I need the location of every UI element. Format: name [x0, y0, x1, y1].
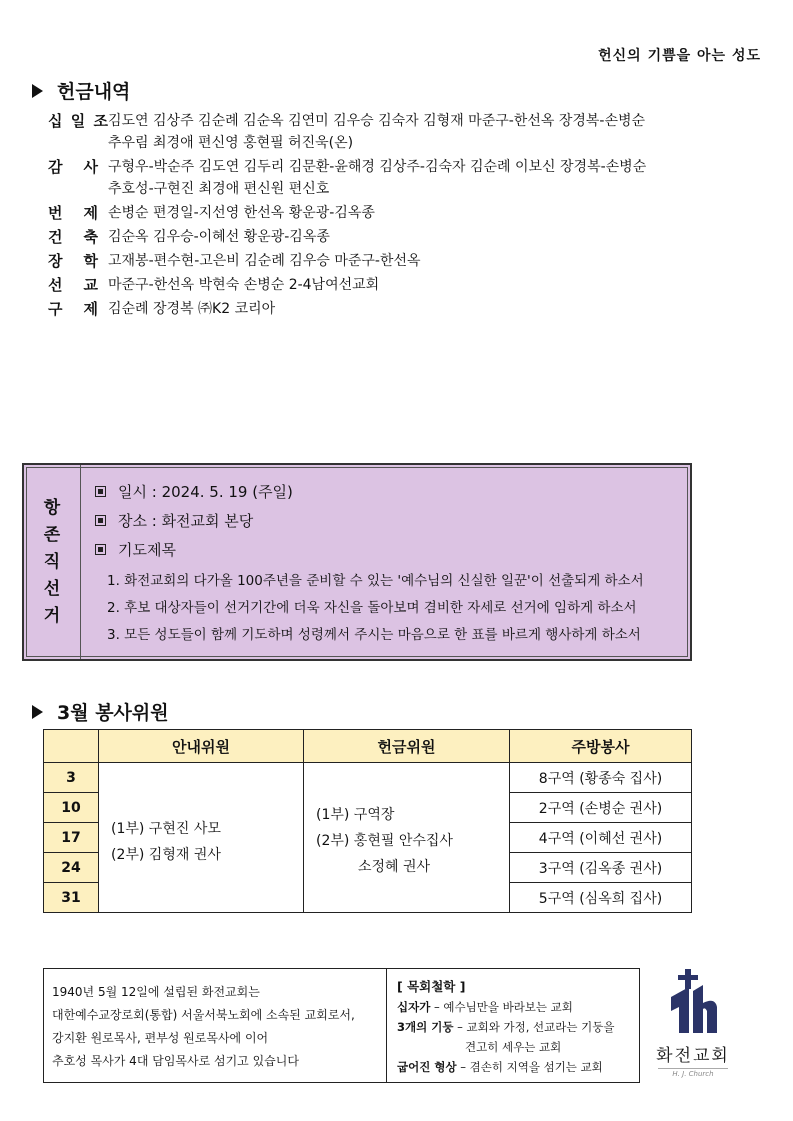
offering-row [48, 110, 708, 154]
side-char: 존 [43, 524, 61, 545]
church-cross-logo-icon [663, 967, 723, 1035]
kitchen-cell: 4구역 (이혜선 권사) [510, 823, 692, 853]
church-logo [648, 967, 738, 1082]
triangle-bullet-icon [32, 705, 43, 719]
square-bullet-icon [95, 544, 106, 555]
offering-label: 선 교 [48, 276, 98, 294]
triangle-bullet-icon [32, 84, 43, 98]
offering-section-title [32, 77, 130, 104]
history-line: 추호성 목사가 4대 담임목사로 섬기고 있습니다 [52, 1054, 299, 1068]
day-cell: 24 [44, 853, 99, 883]
prayer-item: 3. 모든 성도들이 함께 기도하며 성령께서 주시는 마음으로 한 표를 바르게 행사하게 하소서 [107, 627, 641, 643]
kitchen-cell: 5구역 (심옥희 집사) [510, 883, 692, 913]
offering-label: 건 축 [48, 228, 98, 246]
offering-names: 김순례 장경복 ㈜K2 코리아 [108, 301, 276, 317]
kitchen-cell: 3구역 (김옥종 권사) [510, 853, 692, 883]
offering-names: 김순옥 김우승-이혜선 황운광-김옥종 [108, 229, 330, 245]
history-line: 대한예수교장로회(통합) 서울서북노회에 소속된 교회로서, [52, 1008, 355, 1022]
offering-row [48, 298, 708, 320]
offering-names: 김도연 김상주 김순례 김순옥 김연미 김우승 김숙자 김형재 마준구-한선옥 장경복-손병순 추우림 최경애 편신영 홍현필 허진욱(온) [108, 113, 646, 151]
philosophy-item: 십자가 – 예수님만을 바라보는 교회 [397, 1000, 573, 1014]
prayer-item: 1. 화전교회의 다가올 100주년을 준비할 수 있는 '예수님의 신실한 일꾼'이 선출되게 하소서 [107, 573, 644, 589]
offering-names: 구형우-박순주 김도연 김두리 김문환-윤해경 김상주-김숙자 김순례 이보신 장경복-손병순 추호성-구현진 최경애 편신원 편신호 [108, 159, 647, 197]
header-kitchen: 주방봉사 [510, 730, 692, 763]
side-char: 직 [43, 551, 61, 572]
offering-label: 구 제 [48, 300, 98, 318]
church-philosophy [387, 969, 639, 1082]
offering-row [48, 250, 708, 272]
philosophy-item: 3개의 기둥 – 교회와 가정, 선교라는 기둥을 [397, 1020, 615, 1034]
offering-label: 장 학 [48, 252, 98, 270]
day-cell: 10 [44, 793, 99, 823]
kitchen-cell: 2구역 (손병순 권사) [510, 793, 692, 823]
election-place: 장소 : 화전교회 본당 [95, 510, 690, 531]
philosophy-title: [ 목회철학 ] [397, 979, 466, 994]
service-title: 3월 봉사위원 [57, 702, 169, 724]
offering-committee-cell: (1부) 구역장 (2부) 홍현필 안수집사 소정혜 권사 [304, 763, 510, 913]
offering-row [48, 226, 708, 248]
election-box [22, 463, 692, 661]
square-bullet-icon [95, 515, 106, 526]
kitchen-cell: 8구역 (황종숙 집사) [510, 763, 692, 793]
prayer-item: 2. 후보 대상자들이 선거기간에 더욱 자신을 돌아보며 겸비한 자세로 선거에 임하게 하소서 [107, 600, 637, 616]
offering-row [48, 156, 708, 200]
day-cell: 31 [44, 883, 99, 913]
offering-names: 마준구-한선옥 박현숙 손병순 2-4남여선교회 [108, 277, 380, 293]
logo-name: 화전교회 [656, 1046, 730, 1066]
offering-label: 번 제 [48, 204, 98, 222]
side-char: 거 [43, 605, 61, 626]
logo-sub: H. J. Church [658, 1068, 728, 1078]
election-side-label [24, 465, 81, 659]
prayer-list [95, 568, 690, 649]
day-cell: 3 [44, 763, 99, 793]
offering-names: 고재봉-편수현-고은비 김순례 김우승 마준구-한선옥 [108, 253, 421, 269]
offering-label: 십 일 조 [48, 112, 108, 130]
offering-names: 손병순 편경일-지선영 한선옥 황운광-김옥종 [108, 205, 375, 221]
philosophy-item: 견고히 세우는 교회 [465, 1040, 562, 1054]
header-offering: 헌금위원 [304, 730, 510, 763]
side-char: 항 [43, 497, 61, 518]
table-header-row [44, 730, 692, 763]
offering-row [48, 274, 708, 296]
offering-title: 헌금내역 [57, 81, 131, 103]
philosophy-item: 굽어진 형상 – 겸손히 지역을 섬기는 교회 [397, 1060, 603, 1074]
church-history [44, 969, 387, 1082]
offering-list [48, 110, 708, 322]
side-char: 선 [43, 578, 61, 599]
guide-cell: (1부) 구현진 사모 (2부) 김형재 권사 [99, 763, 304, 913]
service-section-title [32, 698, 169, 725]
church-info-box [43, 968, 640, 1083]
service-table [43, 729, 692, 913]
day-cell: 17 [44, 823, 99, 853]
election-date: 일시 : 2024. 5. 19 (주일) [95, 481, 690, 502]
table-row [44, 763, 692, 793]
history-line: 강지환 원로목사, 편부성 원로목사에 이어 [52, 1031, 269, 1045]
page-motto: 헌신의 기쁨을 아는 성도 [598, 48, 761, 64]
history-line: 1940년 5월 12일에 설립된 화전교회는 [52, 985, 260, 999]
header-empty [44, 730, 99, 763]
offering-row [48, 202, 708, 224]
square-bullet-icon [95, 486, 106, 497]
offering-label: 감 사 [48, 158, 98, 176]
header-guide: 안내위원 [99, 730, 304, 763]
election-topic: 기도제목 [95, 539, 690, 560]
election-body [81, 465, 690, 659]
